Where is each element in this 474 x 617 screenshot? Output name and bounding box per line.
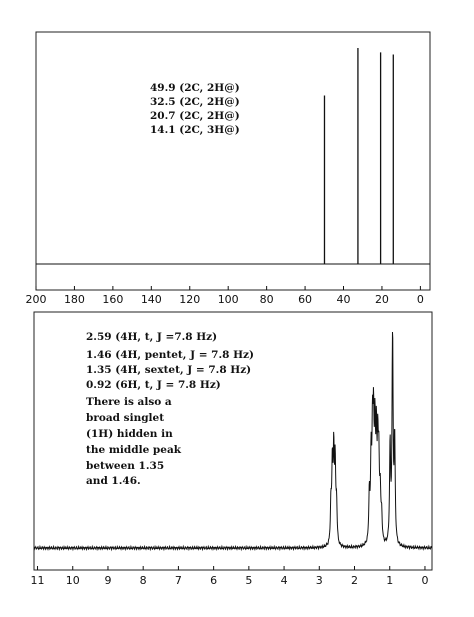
c13-tick-label: 160 [102, 293, 124, 306]
c13-annotation: 14.1 (2C, 3H@) [150, 124, 240, 136]
h1-annotation: and 1.46. [86, 475, 141, 487]
h1-tick-label: 7 [174, 574, 182, 587]
c13-annotation: 32.5 (2C, 2H@) [150, 96, 240, 108]
c13-tick-label: 200 [25, 293, 47, 306]
h1-annotation: 2.59 (4H, t, J =7.8 Hz) [86, 331, 218, 343]
h1-annotation: (1H) hidden in [86, 428, 173, 440]
c13-tick-label: 100 [217, 293, 239, 306]
h1-annotation: the middle peak [86, 444, 182, 456]
h1-x-axis [31, 566, 429, 587]
h1-annotation: 1.46 (4H, pentet, J = 7.8 Hz) [86, 349, 254, 361]
c13-tick-label: 140 [140, 293, 162, 306]
h1-tick-label: 10 [65, 574, 80, 587]
c13-peaks-group [324, 48, 393, 264]
c13-annotation-block [150, 82, 240, 136]
h1-tick-label: 8 [139, 574, 147, 587]
c13-tick-label: 120 [179, 293, 201, 306]
h1-tick-label: 0 [421, 574, 429, 587]
h1-tick-label: 6 [210, 574, 218, 587]
h1-tick-label: 3 [315, 574, 323, 587]
h1-annotation: between 1.35 [86, 460, 165, 472]
c13-plot-frame [36, 32, 430, 290]
c13-tick-label: 80 [259, 293, 274, 306]
h1-tick-label: 5 [245, 574, 253, 587]
h1-tick-label: 2 [351, 574, 359, 587]
h1-tick-label: 4 [280, 574, 288, 587]
h1-tick-label: 9 [104, 574, 112, 587]
c13-tick-label: 20 [374, 293, 389, 306]
c13-tick-label: 0 [416, 293, 424, 306]
h1-annotation: broad singlet [86, 412, 165, 424]
c13-spectrum-panel [26, 32, 431, 306]
c13-tick-label: 60 [298, 293, 313, 306]
h1-annotation: 1.35 (4H, sextet, J = 7.8 Hz) [86, 364, 252, 376]
c13-x-axis [26, 286, 424, 306]
h1-annotation-block [86, 331, 254, 487]
h1-tick-label: 11 [30, 574, 45, 587]
c13-annotation: 49.9 (2C, 2H@) [150, 82, 240, 94]
c13-tick-label: 40 [336, 293, 351, 306]
h1-annotation: There is also a [86, 396, 172, 408]
h1-spectrum-panel [31, 312, 432, 587]
h1-tick-label: 1 [386, 574, 394, 587]
c13-annotation: 20.7 (2C, 2H@) [150, 110, 240, 122]
c13-tick-label: 180 [63, 293, 85, 306]
h1-annotation: 0.92 (6H, t, J = 7.8 Hz) [86, 379, 221, 391]
